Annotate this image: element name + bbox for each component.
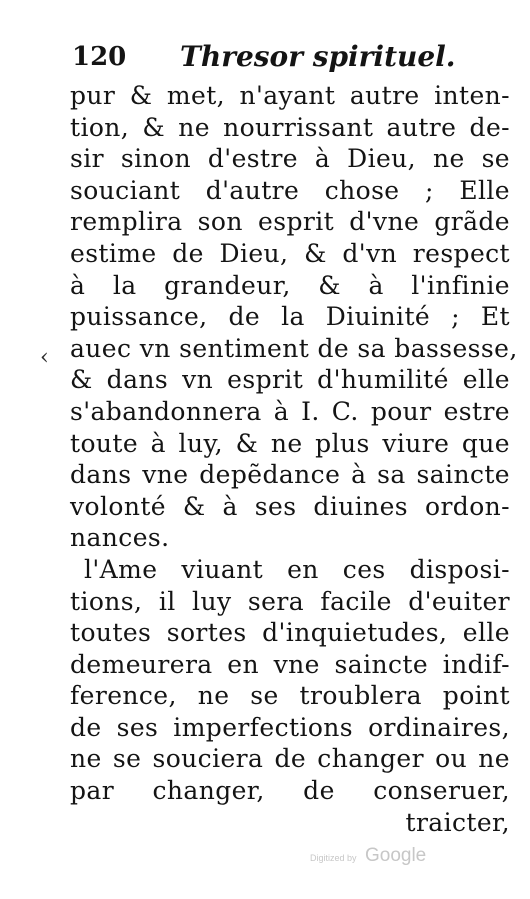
page-number: 120 [72,42,127,72]
text-line: ne se souciera de changer ou ne [70,744,510,774]
google-watermark [310,845,426,867]
text-line: ference, ne se troublera point [70,681,510,711]
text-line: tions, il luy sera facile d'euiter [70,586,510,616]
catchword: traicter, [405,807,510,837]
text-line: nances. [70,523,170,553]
text-line: tion, & ne nourrissant autre de- [70,112,510,142]
watermark-prefix: Digitized by [310,853,357,863]
text-line: toutes sortes d'inquietudes, elle [70,618,510,648]
running-title: Thresor spirituel. [180,40,456,73]
text-line: remplira son esprit d'vne grãde [70,207,510,237]
text-line: dans vne depẽdance à sa saincte [70,460,510,490]
text-line: souciant d'autre chose ; Elle [70,175,510,205]
text-line: s'abandonnera à I. C. pour estre [70,396,510,426]
text-line: & dans vn esprit d'humilité elle [70,365,510,395]
text-line: puissance, de la Diuinité ; Et [70,302,510,332]
text-line: de ses imperfections ordinaires, [70,712,510,742]
body-text [70,80,518,838]
text-line: toute à luy, & ne plus viure que [70,428,510,458]
text-line: demeurera en vne saincte indif- [70,649,510,679]
text-line: par changer, de conseruer, [70,776,510,806]
text-line: pur & met, n'ayant autre inten- [70,81,510,110]
text-line: à la grandeur, & à l'infinie [70,270,510,300]
margin-mark: ‹ [40,345,49,370]
page-header [72,40,502,80]
text-line: auec vn sentiment de sa bassesse, [70,333,518,363]
text-line: estime de Dieu, & d'vn respect [70,238,510,268]
text-line: sir sinon d'estre à Dieu, ne se [70,144,510,174]
text-line: volonté & à ses diuines ordon- [70,491,510,521]
paragraph-start-line: l'Ame viuant en ces disposi- [84,554,510,584]
watermark-brand: Google [364,845,427,866]
